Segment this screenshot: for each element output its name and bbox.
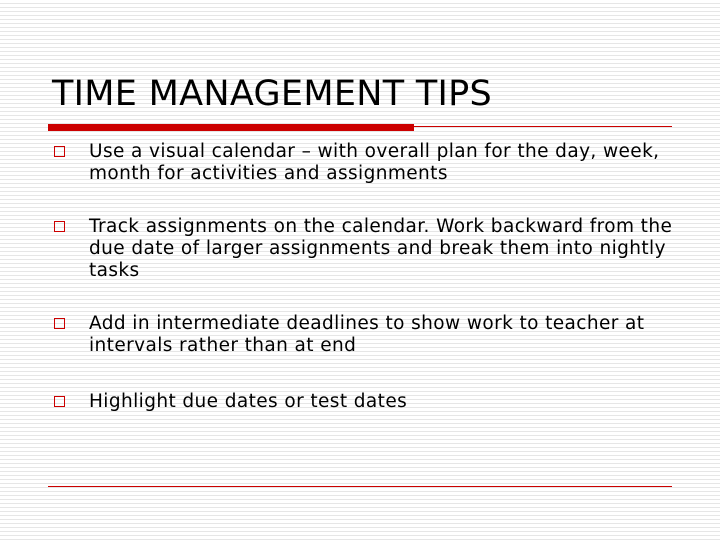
bullet-item — [54, 313, 684, 357]
bullet-text: Add in intermediate deadlines to show work to teacher at intervals rather than at end — [89, 313, 645, 356]
hollow-square-bullet-icon — [54, 146, 65, 157]
title-underline-thin — [414, 126, 672, 127]
bullet-item — [54, 216, 684, 282]
bullet-text: Use a visual calendar – with overall plan for the day, week, month for activities and assignments — [89, 141, 660, 184]
title-underline-thick — [48, 124, 414, 131]
bullet-item — [54, 141, 684, 185]
bullet-item — [54, 391, 684, 413]
bullet-text: Highlight due dates or test dates — [89, 391, 408, 412]
bullet-text: Track assignments on the calendar. Work backward from the due date of larger assignments and break them into nightly tasks — [89, 216, 673, 281]
hollow-square-bullet-icon — [54, 318, 65, 329]
footer-divider — [48, 486, 672, 487]
hollow-square-bullet-icon — [54, 396, 65, 407]
slide-title: TIME MANAGEMENT TIPS — [52, 74, 493, 114]
bullet-list — [54, 141, 684, 413]
hollow-square-bullet-icon — [54, 221, 65, 232]
